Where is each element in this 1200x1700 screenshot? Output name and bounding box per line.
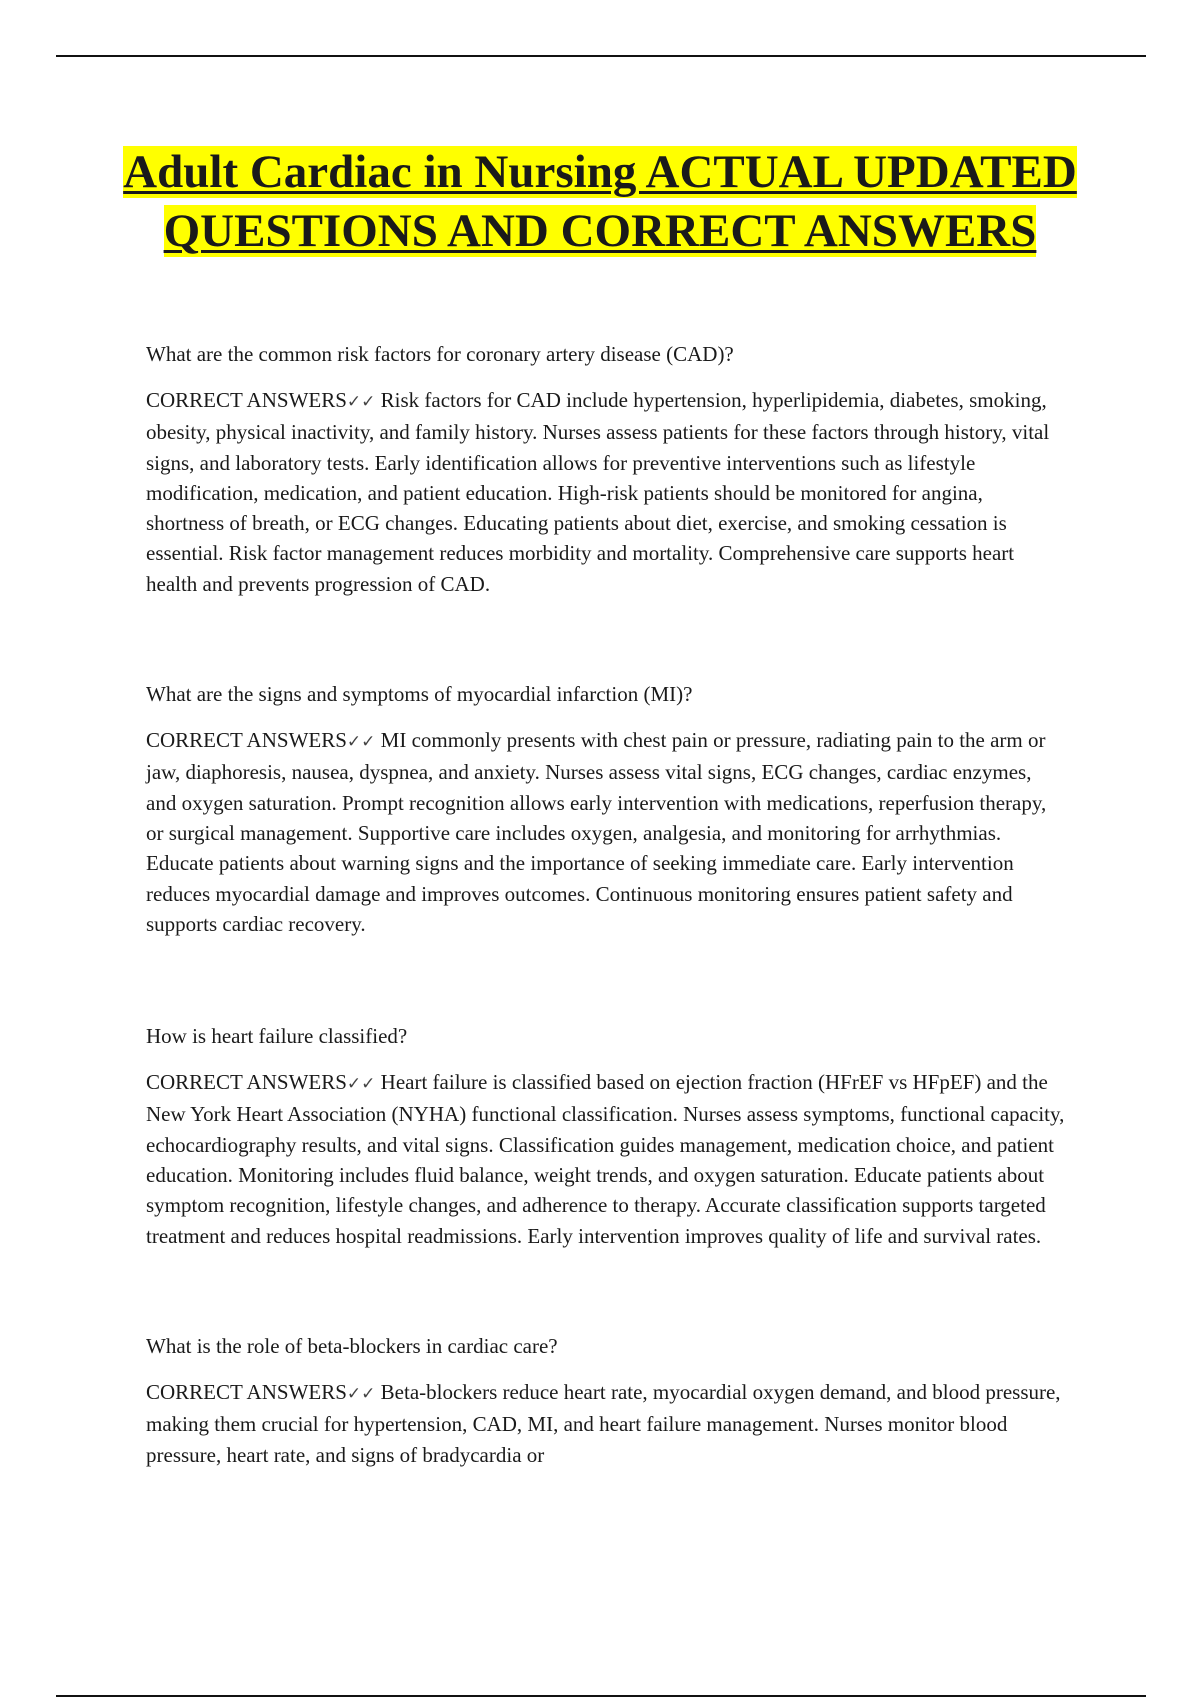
qa-item: [146, 1021, 1066, 1251]
answer-prefix: CORRECT ANSWERS: [146, 1070, 347, 1095]
question-text: How is heart failure classified?: [146, 1024, 408, 1049]
checkmark-icon: ✓✓: [346, 1383, 376, 1404]
answer-body: Beta-blockers reduce heart rate, myocardial oxygen demand, and blood pressure, making them crucial for hypertension, CAD, MI, and heart failure management. Nurses monitor blood pressure, heart rate, and signs of bradycardia or: [146, 1379, 1061, 1467]
qa-list: [146, 339, 1066, 1470]
footer-rule: [56, 1695, 1146, 1697]
checkmark-icon: ✓✓: [346, 392, 376, 412]
checkmark-icon: ✓✓: [346, 1074, 376, 1095]
answer-prefix: CORRECT ANSWERS: [146, 728, 347, 753]
qa-item: [146, 339, 1066, 599]
question-text: What is the role of beta-blockers in cardiac care?: [146, 1333, 558, 1358]
answer-text: [146, 725, 1066, 939]
answer-prefix: CORRECT ANSWERS: [146, 388, 347, 412]
answer-body: Heart failure is classified based on ejection fraction (HFrEF vs HFpEF) and the New York Heart Association (NYHA) functional classification. Nurses assess symptoms, functional capacity, echocardiography results, and vital signs. Classification guides management, medication choice, and patient education. Monitoring includes fluid balance, weight trends, and oxygen saturation. Educate patients about symptom recognition, lifestyle changes, and adherence to therapy. Accurate classification supports targeted treatment and reduces hospital readmissions. Early intervention improves quality of life and survival rates.: [146, 1070, 1065, 1248]
answer-text: [146, 1377, 1066, 1470]
qa-item: [146, 1331, 1066, 1470]
qa-item: [146, 679, 1066, 939]
question-text: What are the signs and symptoms of myocardial infarction (MI)?: [146, 682, 693, 707]
answer-text: [146, 385, 1066, 599]
answer-body: Risk factors for CAD include hypertension, hyperlipidemia, diabetes, smoking, obesity, physical inactivity, and family history. Nurses assess patients for these factors through history, vital signs, and laboratory tests. Early identification allows for preventive interventions such as lifestyle modification, medication, and patient education. High-risk patients should be monitored for angina, shortness of breath, or ECG changes. Educating patients about diet, exercise, and smoking cessation is essential. Risk factor management reduces morbidity and mortality. Comprehensive care supports heart health and prevents progression of CAD.: [146, 388, 1050, 596]
checkmark-icon: ✓✓: [346, 732, 376, 753]
header-rule: [56, 55, 1146, 57]
question-text: What are the common risk factors for coronary artery disease (CAD)?: [146, 342, 734, 366]
answer-text: [146, 1067, 1066, 1251]
answer-body: MI commonly presents with chest pain or pressure, radiating pain to the arm or jaw, diaphoresis, nausea, dyspnea, and anxiety. Nurses assess vital signs, ECG changes, cardiac enzymes, and oxygen saturation. Prompt recognition allows early intervention with medications, reperfusion therapy, or surgical management. Supportive care includes oxygen, analgesia, and monitoring for arrhythmias. Educate patients about warning signs and the importance of seeking immediate care. Early intervention reduces myocardial damage and improves outcomes. Continuous monitoring ensures patient safety and supports cardiac recovery.: [146, 728, 1047, 936]
document-title-highlight: Adult Cardiac in Nursing ACTUAL UPDATED QUESTIONS AND CORRECT ANSWERS: [123, 146, 1077, 257]
answer-prefix: CORRECT ANSWERS: [146, 1379, 347, 1404]
document-title: [110, 143, 1090, 261]
